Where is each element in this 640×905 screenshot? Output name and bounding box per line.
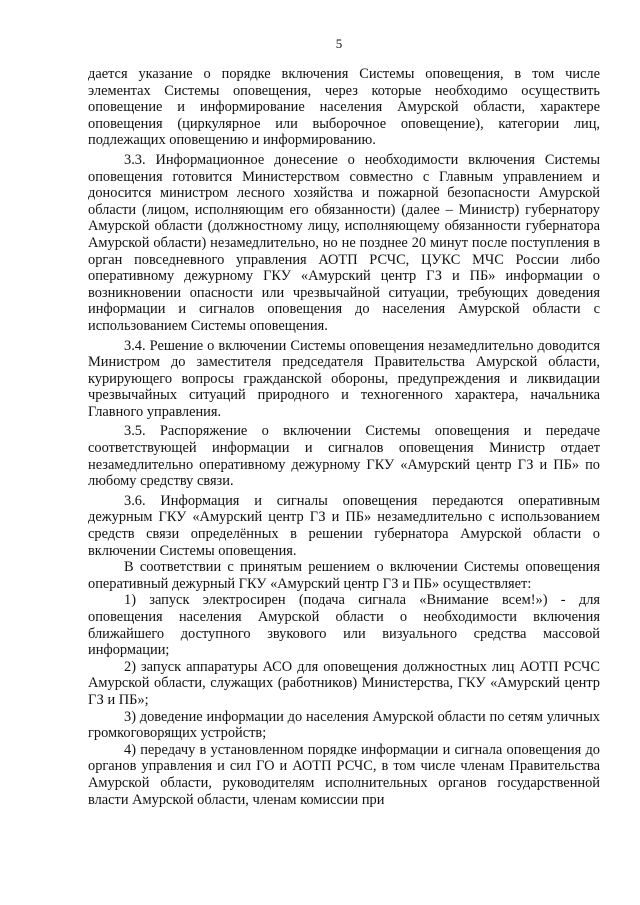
- paragraph-3-6: 3.6. Информация и сигналы оповещения передаются оперативным дежурным ГКУ «Амурский центр ГЗ и ПБ» незамедлительно с использованием средств связи определённых в решении губернатора Амурской области о включении Системы оповещения.: [88, 492, 600, 559]
- paragraph-duties-intro: В соответствии с принятым решением о включении Системы оповещения оперативный дежурный ГКУ «Амурский центр ГЗ и ПБ» осуществляет:: [88, 559, 600, 592]
- paragraph-3-4: 3.4. Решение о включении Системы оповещения незамедлительно доводится Министром до заместителя председателя Правительства Амурской области, курирующего вопросы гражданской обороны, предупреждения и ликвидации чрезвычайных ситуаций природного и техногенного характера, начальника Главного управления.: [88, 337, 600, 420]
- paragraph-continuation: дается указание о порядке включения Системы оповещения, в том числе элементах Системы оповещения, через которые необходимо осуществить оповещение и информирование населения Амурской области, характере оповещения (циркулярное или выборочное оповещение), категории лиц, подлежащих оповещению и информированию.: [88, 66, 600, 149]
- list-item-3: 3) доведение информации до населения Амурской области по сетям уличных громкоговорящих устройств;: [88, 708, 600, 742]
- list-item-4: 4) передачу в установленном порядке информации и сигнала оповещения до органов управления и сил ГО и АОТП РСЧС, в том числе членам Правительства Амурской области, руководителям исполнительных органов государственной власти Амурской области, членам комиссии при: [88, 741, 600, 808]
- paragraph-3-3: 3.3. Информационное донесение о необходимости включения Системы оповещения готовится Министерством совместно с Главным управлением и доносится министром лесного хозяйства и пожарной безопасности Амурской области (лицом, исполняющим его обязанности) (далее – Министр) губернатору Амурской области (должностному лицу, исполняющему обязанности губернатора Амурской области) незамедлительно, но не позднее 20 минут после поступления в орган повседневного управления АОТП РСЧС, ЦУКС МЧС России либо оперативному дежурному ГКУ «Амурский центр ГЗ и ПБ» информации о возникновении опасности или чрезвычайной ситуации, требующих доведения информации и сигналов оповещения до населения Амурской области с использованием Системы оповещения.: [88, 151, 600, 334]
- page-number: 5: [335, 36, 343, 51]
- list-item-1: 1) запуск электросирен (подача сигнала «Внимание всем!») - для оповещения населения Амурской области о необходимости включения ближайшего доступного звукового или визуального средства массовой информации;: [88, 592, 600, 659]
- paragraph-3-5: 3.5. Распоряжение о включении Системы оповещения и передаче соответствующей информации и сигналов оповещения Министр отдает незамедлительно оперативному дежурному ГКУ «Амурский центр ГЗ и ПБ» по любому средству связи.: [88, 423, 600, 490]
- list-item-2: 2) запуск аппаратуры АСО для оповещения должностных лиц АОТП РСЧС Амурской области, служащих (работников) Министерства, ГКУ «Амурский центр ГЗ и ПБ»;: [88, 658, 600, 708]
- document-body: [88, 66, 600, 808]
